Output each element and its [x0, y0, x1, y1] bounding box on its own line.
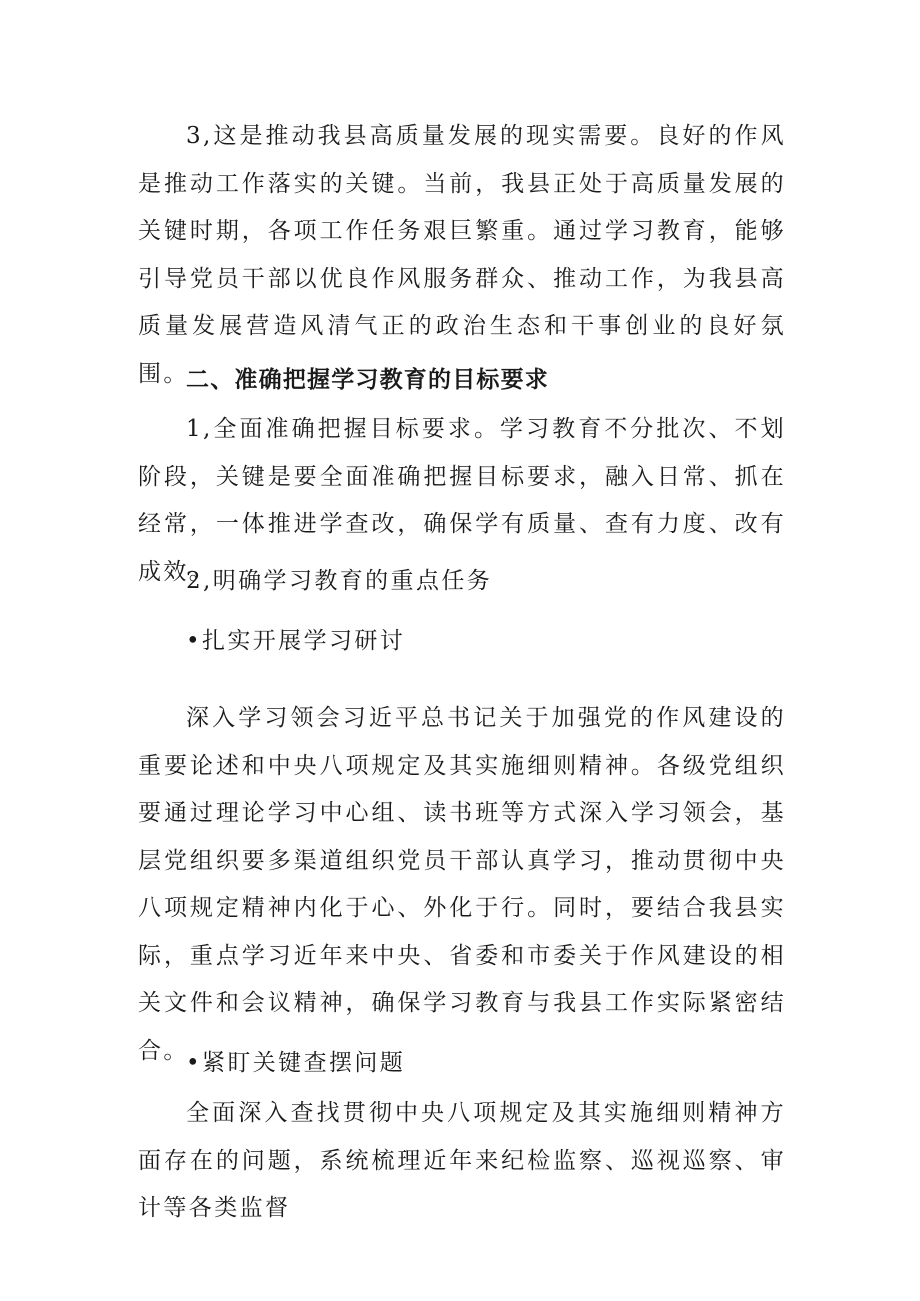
paragraph-problems-detail: 全面深入查找贯彻中央八项规定及其实施细则精神方面存在的问题，系统梳理近年来纪检监察、巡视巡察、审计等各类监督: [138, 1100, 786, 1221]
paragraph-task-2: 2,明确学习教育的重点任务: [186, 568, 493, 594]
bullet-find-problems: •紧盯关键查摆问题: [186, 1050, 406, 1076]
paragraph-reason-3: 3,这是推动我县高质量发展的现实需要。良好的作风是推动工作落实的关键。当前，我县正处于高质量发展的关键时期，各项工作任务艰巨繁重。通过学习教育，能够引导党员干部以优良作风服务群众、推动工作，为我县高质量发展营造风清气正的政治生态和干事创业的良好氛围。: [138, 123, 786, 387]
paragraph-goal-1: 1,全面准确把握目标要求。学习教育不分批次、不划阶段，关键是要全面准确把握目标要求，融入日常、抓在经常，一体推进学查改，确保学有质量、查有力度、改有成效。: [138, 416, 786, 585]
section-heading-2: 二、准确把握学习教育的目标要求: [186, 367, 549, 393]
paragraph-study-detail: 深入学习领会习近平总书记关于加强党的作风建设的重要论述和中央八项规定及其实施细则精神。各级党组织要通过理论学习中心组、读书班等方式深入学习领会，基层党组织要多渠道组织党员干部认真学习，推动贯彻中央八项规定精神内化于心、外化于行。同时，要结合我县实际，重点学习近年来中央、省委和市委关于作风建设的相关文件和会议精神，确保学习教育与我县工作实际紧密结合。: [138, 705, 786, 1064]
bullet-study-discussion: •扎实开展学习研讨: [186, 628, 406, 654]
